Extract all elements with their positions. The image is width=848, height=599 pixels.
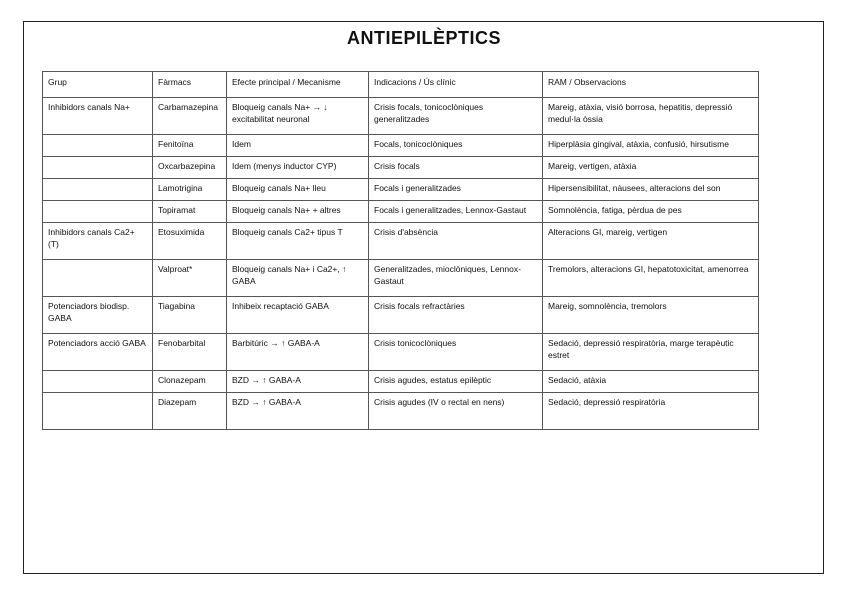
cell-efecte: Bloqueig canals Na+ lleu — [227, 179, 369, 201]
cell-farmac: Clonazepam — [153, 371, 227, 393]
cell-ram: Hipersensibilitat, nàusees, alteracions del son — [543, 179, 759, 201]
cell-indicacions: Focals i generalitzades, Lennox-Gastaut — [369, 201, 543, 223]
cell-grup: Potenciadors biodisp. GABA — [43, 297, 153, 334]
cell-farmac: Lamotrigina — [153, 179, 227, 201]
cell-grup: Potenciadors acció GABA — [43, 334, 153, 371]
cell-efecte: Bloqueig canals Na+ + altres — [227, 201, 369, 223]
cell-ram: Sedació, depressió respiratòria — [543, 393, 759, 430]
cell-efecte: Barbitúric → ↑ GABA-A — [227, 334, 369, 371]
cell-efecte: Bloqueig canals Ca2+ tipus T — [227, 223, 369, 260]
cell-ram: Somnolència, fatiga, pèrdua de pes — [543, 201, 759, 223]
cell-farmac: Valproat* — [153, 260, 227, 297]
cell-indicacions: Focals, tonicoclòniques — [369, 135, 543, 157]
cell-indicacions: Crisis focals refractàries — [369, 297, 543, 334]
table-row — [43, 201, 759, 223]
cell-indicacions: Crisis tonicoclòniques — [369, 334, 543, 371]
cell-grup — [43, 157, 153, 179]
cell-efecte: Inhibeix recaptació GABA — [227, 297, 369, 334]
cell-efecte: BZD → ↑ GABA-A — [227, 371, 369, 393]
cell-efecte: Idem — [227, 135, 369, 157]
cell-farmac: Fenitoïna — [153, 135, 227, 157]
cell-ram: Tremolors, alteracions GI, hepatotoxicitat, amenorrea — [543, 260, 759, 297]
table-row — [43, 260, 759, 297]
cell-grup — [43, 135, 153, 157]
table-row — [43, 135, 759, 157]
cell-indicacions: Crisis focals — [369, 157, 543, 179]
cell-farmac: Diazepam — [153, 393, 227, 430]
cell-farmac: Topiramat — [153, 201, 227, 223]
cell-farmac: Tiagabina — [153, 297, 227, 334]
header-indicacions: Indicacions / Ús clínic — [369, 72, 543, 98]
table-row — [43, 297, 759, 334]
cell-grup — [43, 393, 153, 430]
cell-grup — [43, 179, 153, 201]
cell-efecte: BZD → ↑ GABA-A — [227, 393, 369, 430]
cell-indicacions: Crisis focals, tonicoclòniques generalitzades — [369, 98, 543, 135]
cell-grup — [43, 371, 153, 393]
cell-farmac: Carbamazepina — [153, 98, 227, 135]
header-farmacs: Fàrmacs — [153, 72, 227, 98]
table-row — [43, 393, 759, 430]
cell-ram: Sedació, atàxia — [543, 371, 759, 393]
cell-indicacions: Crisis agudes (IV o rectal en nens) — [369, 393, 543, 430]
cell-efecte: Idem (menys inductor CYP) — [227, 157, 369, 179]
table-row — [43, 157, 759, 179]
cell-efecte: Bloqueig canals Na+ → ↓ excitabilitat neuronal — [227, 98, 369, 135]
table-row — [43, 371, 759, 393]
cell-indicacions: Focals i generalitzades — [369, 179, 543, 201]
header-ram: RAM / Observacions — [543, 72, 759, 98]
cell-ram: Mareig, atàxia, visió borrosa, hepatitis, depressió medul·la òssia — [543, 98, 759, 135]
cell-indicacions: Generalitzades, mioclòniques, Lennox-Gastaut — [369, 260, 543, 297]
cell-ram: Alteracions GI, mareig, vertigen — [543, 223, 759, 260]
cell-indicacions: Crisis agudes, estatus epilèptic — [369, 371, 543, 393]
table-row — [43, 334, 759, 371]
cell-farmac: Fenobarbital — [153, 334, 227, 371]
table-header-row — [43, 72, 759, 98]
cell-ram: Sedació, depressió respiratòria, marge terapèutic estret — [543, 334, 759, 371]
antiepileptics-table — [42, 71, 759, 430]
table-row — [43, 223, 759, 260]
table-row — [43, 98, 759, 135]
cell-ram: Mareig, somnolència, tremolors — [543, 297, 759, 334]
header-efecte: Efecte principal / Mecanisme — [227, 72, 369, 98]
cell-ram: Mareig, vertigen, atàxia — [543, 157, 759, 179]
cell-farmac: Etosuximida — [153, 223, 227, 260]
cell-efecte: Bloqueig canals Na+ i Ca2+, ↑ GABA — [227, 260, 369, 297]
cell-grup — [43, 260, 153, 297]
cell-farmac: Oxcarbazepina — [153, 157, 227, 179]
cell-ram: Hiperplàsia gingival, atàxia, confusió, hirsutisme — [543, 135, 759, 157]
cell-indicacions: Crisis d'absència — [369, 223, 543, 260]
cell-grup: Inhibidors canals Ca2+ (T) — [43, 223, 153, 260]
cell-grup — [43, 201, 153, 223]
page-title: ANTIEPILÈPTICS — [346, 28, 501, 48]
header-grup: Grup — [43, 72, 153, 98]
table-row — [43, 179, 759, 201]
cell-grup: Inhibidors canals Na+ — [43, 98, 153, 135]
